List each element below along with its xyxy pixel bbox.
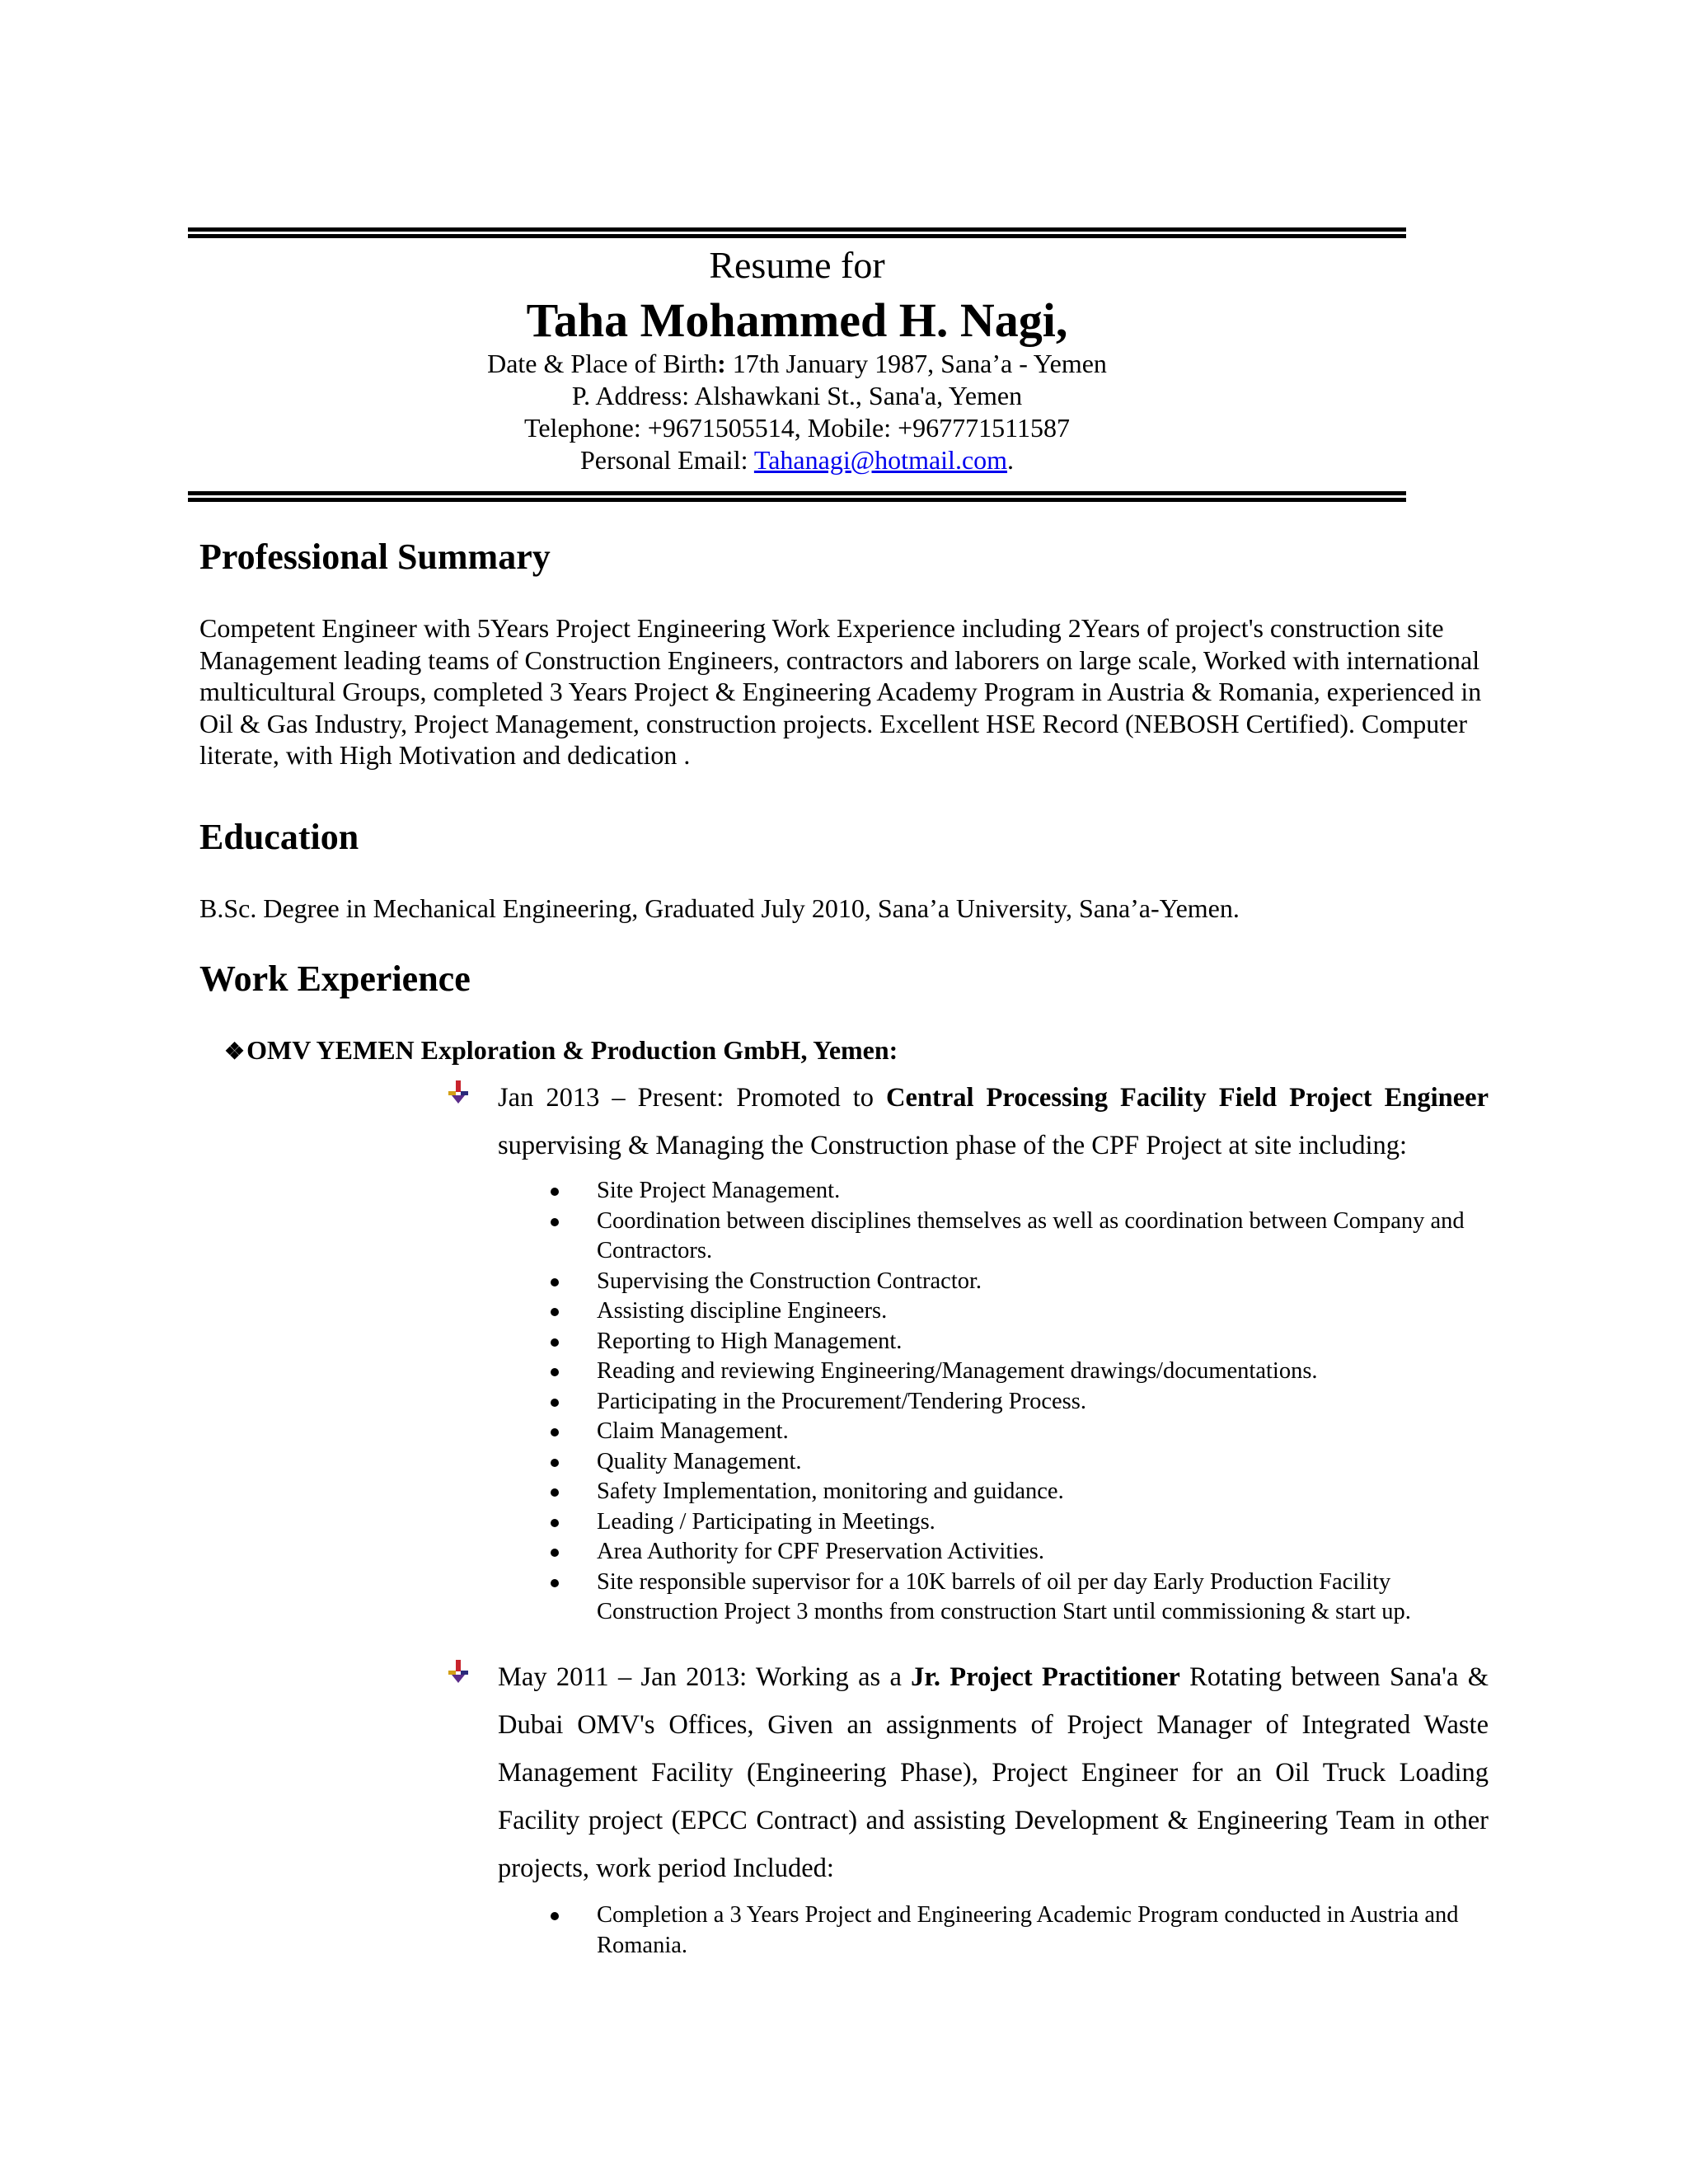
resume-header [188, 241, 1406, 476]
list-item: Safety Implementation, monitoring and guidance. [544, 1477, 1492, 1507]
resume-for-label: Resume for [709, 244, 885, 286]
postal-address: P. Address: Alshawkani St., Sana'a, Yemen [571, 381, 1023, 410]
birth-label: Date & Place of Birth [487, 349, 718, 378]
work-heading: Work Experience [199, 958, 471, 999]
email-link[interactable]: Tahanagi@hotmail.com [753, 445, 1008, 475]
job-duties-list [544, 1176, 1492, 1628]
education-heading: Education [199, 817, 359, 857]
email-line [188, 444, 1406, 476]
summary-text: Competent Engineer with 5Years Project Engineering Work Experience including 2Years of project's construction site Management leading teams of Construction Engineers, contractors and laborers on large scale, Worked with international multicultural Groups, completed 3 Years Project & Engineering Academy Program in Austria & Romania, experienced in Oil & Gas Industry, Project Management, construction projects. Excellent HSE Record (NEBOSH Certified). Computer literate, with High Motivation and dedication . [199, 613, 1482, 770]
job-title: Central Processing Facility Field Project Engineer [886, 1083, 1489, 1113]
header-bottom-rule [188, 491, 1406, 502]
down-arrow-bullet-icon [445, 1660, 473, 1685]
list-item: Area Authority for CPF Preservation Activities. [544, 1537, 1492, 1568]
list-item: Participating in the Procurement/Tendering Process. [544, 1387, 1492, 1418]
job-description: May 2011 – Jan 2013: Working as a Jr. Project Practitioner Rotating between Sana'a & Dubai OMV's Offices, Given an assignments of Project Manager of Integrated Waste Management Facility (Engineering Phase), Project Engineer for an Oil Truck Loading Facility project (EPCC Contract) and assisting Development & Engineering Team in other projects, work period Included: [498, 1662, 1489, 1883]
list-item: Reporting to High Management. [544, 1327, 1492, 1357]
list-item: Leading / Participating in Meetings. [544, 1507, 1492, 1538]
list-item: Reading and reviewing Engineering/Management drawings/documentations. [544, 1357, 1492, 1387]
list-item: Claim Management. [544, 1417, 1492, 1447]
list-item: Assisting discipline Engineers. [544, 1296, 1492, 1327]
email-end: . [1007, 445, 1015, 475]
birth-value: 17th January 1987, Sana’a - Yemen [725, 349, 1107, 378]
job-description: Jan 2013 – Present: Promoted to Central Processing Facility Field Project Engineer supervising & Managing the Construction phase of the CPF Project at site including: [498, 1083, 1489, 1160]
summary-heading: Professional Summary [199, 537, 551, 577]
list-item: Quality Management. [544, 1447, 1492, 1478]
birth-line: Date & Place of Birth: 17th January 1987, Sana’a - Yemen [487, 349, 1107, 378]
job-duties-list [544, 1900, 1492, 1961]
header-top-rule [188, 227, 1406, 238]
education-text: B.Sc. Degree in Mechanical Engineering, Graduated July 2010, Sana’a University, Sana’a-Yemen. [199, 893, 1240, 923]
list-item: Site Project Management. [544, 1176, 1492, 1207]
list-item: Site responsible supervisor for a 10K barrels of oil per day Early Production Facility Construction Project 3 months from construction Start until commissioning & start up. [544, 1568, 1492, 1628]
diamond-bullet-icon: ❖ [224, 1039, 246, 1065]
email-label: Personal Email: [579, 445, 754, 475]
list-item: Supervising the Construction Contractor. [544, 1267, 1492, 1297]
telephone-line: Telephone: +9671505514, Mobile: +967771511587 [524, 413, 1070, 443]
list-item: Completion a 3 Years Project and Engineering Academic Program conducted in Austria and Romania. [544, 1900, 1492, 1961]
candidate-name: Taha Mohammed H. Nagi, [526, 293, 1068, 347]
list-item: Coordination between disciplines themselves as well as coordination between Company and Contractors. [544, 1207, 1492, 1267]
company-name: ❖OMV YEMEN Exploration & Production GmbH, Yemen: [224, 1035, 898, 1065]
job-title: Jr. Project Practitioner [911, 1662, 1180, 1692]
down-arrow-bullet-icon [445, 1080, 473, 1105]
